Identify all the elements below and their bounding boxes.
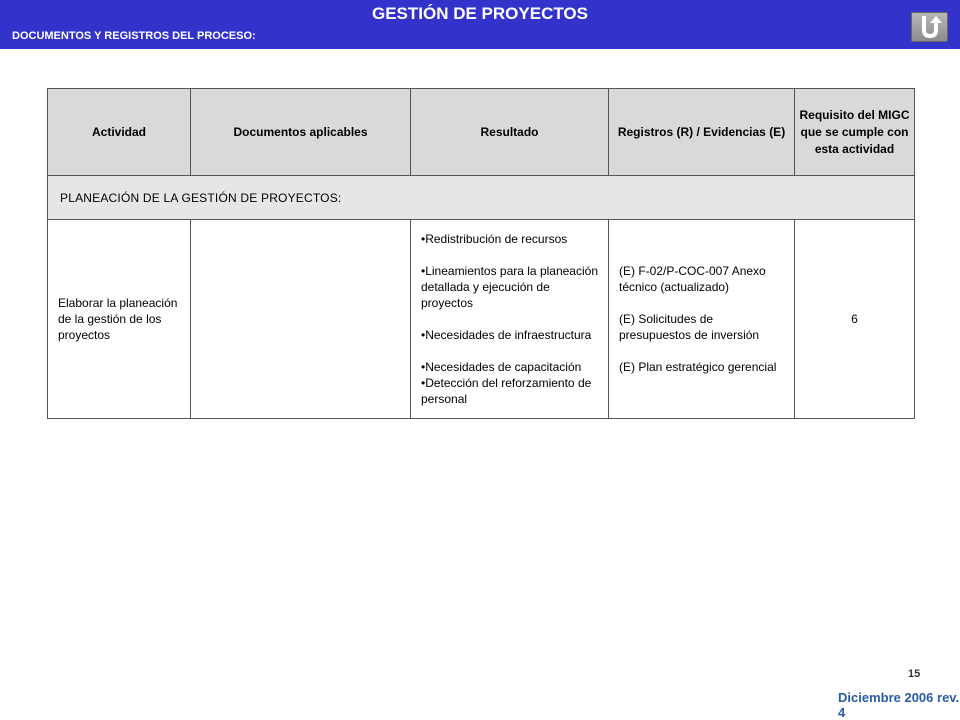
u-turn-back-icon [917, 15, 943, 40]
back-button[interactable] [911, 12, 948, 42]
record-item: (E) Solicitudes de presupuestos de inversión [619, 312, 760, 342]
records-cell [609, 220, 795, 419]
column-header: Documentos aplicables [191, 89, 411, 176]
column-header: Actividad [48, 89, 191, 176]
column-header: Resultado [411, 89, 609, 176]
record-item: (E) Plan estratégico gerencial [619, 360, 777, 374]
documents-cell [191, 220, 411, 419]
section-row [48, 176, 915, 220]
record-item: (E) F-02/P-COC-007 Anexo técnico (actualizado) [619, 264, 766, 294]
process-table [47, 88, 915, 419]
table-row [48, 220, 915, 419]
header-bar [0, 0, 960, 49]
result-item: •Lineamientos para la planeación detallada y ejecución de proyectos [421, 264, 598, 310]
result-item: •Detección del reforzamiento de personal [421, 376, 592, 406]
section-title: PLANEACIÓN DE LA GESTIÓN DE PROYECTOS: [48, 176, 915, 220]
column-header: Registros (R) / Evidencias (E) [609, 89, 795, 176]
column-header: Requisito del MIGC que se cumple con esta actividad [795, 89, 915, 176]
page-title: GESTIÓN DE PROYECTOS [371, 4, 588, 23]
page-number: 15 [908, 668, 921, 680]
result-item: •Necesidades de capacitación [421, 360, 582, 374]
result-item: •Redistribución de recursos [421, 232, 568, 246]
results-cell [411, 220, 609, 419]
page-subtitle: DOCUMENTOS Y REGISTROS DEL PROCESO: [12, 30, 256, 42]
activity-cell: Elaborar la planeación de la gestión de los proyectos [48, 220, 191, 419]
requirement-cell: 6 [795, 220, 915, 419]
revision-date: Diciembre 2006 rev. 4 [838, 690, 960, 720]
table-header-row [48, 89, 915, 176]
result-item: •Necesidades de infraestructura [421, 328, 592, 342]
